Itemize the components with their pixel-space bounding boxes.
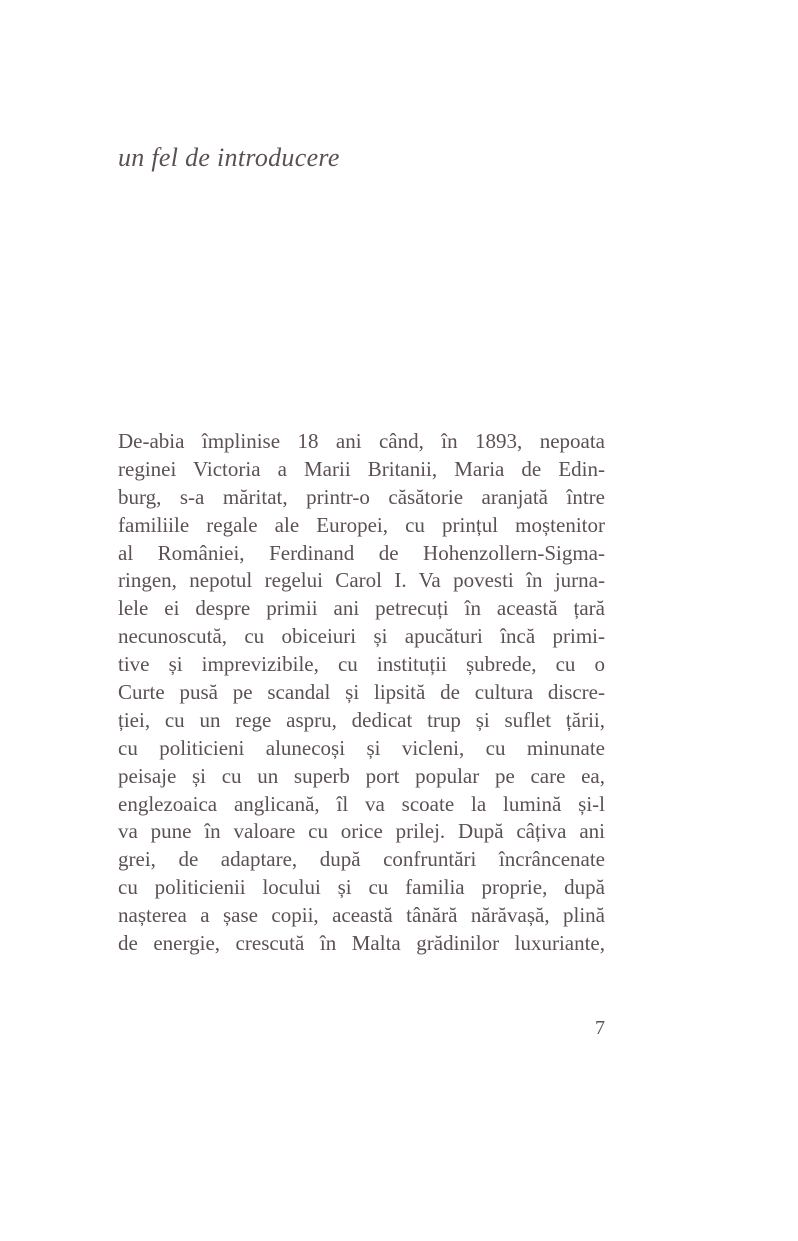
text-line: ringen, nepotul regelui Carol I. Va povesti în jurna-: [118, 568, 605, 593]
text-line: burg, s-a măritat, printr-o căsătorie aranjată între: [118, 484, 605, 509]
text-line: familiile regale ale Europei, cu prințul moștenitor: [118, 512, 605, 537]
chapter-title: un fel de introducere: [118, 143, 340, 172]
text-line: grei, de adaptare, după confruntări încrâncenate: [118, 847, 605, 872]
text-line: cu politicienii locului și cu familia proprie, după: [118, 875, 605, 900]
text-line: peisaje și cu un superb port popular pe care ea,: [118, 763, 605, 788]
page-number: 7: [595, 1017, 605, 1039]
text-line: tive și imprevizibile, cu instituții șubrede, cu o: [118, 652, 605, 677]
text-line: ției, cu un rege aspru, dedicat trup și suflet țării,: [118, 707, 605, 732]
text-line: necunoscută, cu obiceiuri și apucături încă primi-: [118, 624, 605, 649]
text-line: lele ei despre primii ani petrecuți în această țară: [118, 596, 605, 621]
text-line: De-abia împlinise 18 ani când, în 1893, nepoata: [118, 429, 605, 453]
text-line: englezoaica anglicană, îl va scoate la lumină și-l: [118, 791, 605, 816]
text-line: va pune în valoare cu orice prilej. După câțiva ani: [118, 819, 605, 844]
text-line: nașterea a șase copii, această tânără nărăvașă, plină: [118, 903, 605, 928]
body-text: [118, 428, 605, 958]
text-line: reginei Victoria a Marii Britanii, Maria de Edin-: [118, 456, 605, 481]
text-line: al României, Ferdinand de Hohenzollern-Sigma-: [118, 540, 605, 565]
text-line: cu politicieni alunecoși și vicleni, cu minunate: [118, 735, 605, 760]
text-line: Curte pusă pe scandal și lipsită de cultura discre-: [118, 680, 605, 705]
text-line: de energie, crescută în Malta grădinilor luxuriante,: [118, 931, 605, 956]
